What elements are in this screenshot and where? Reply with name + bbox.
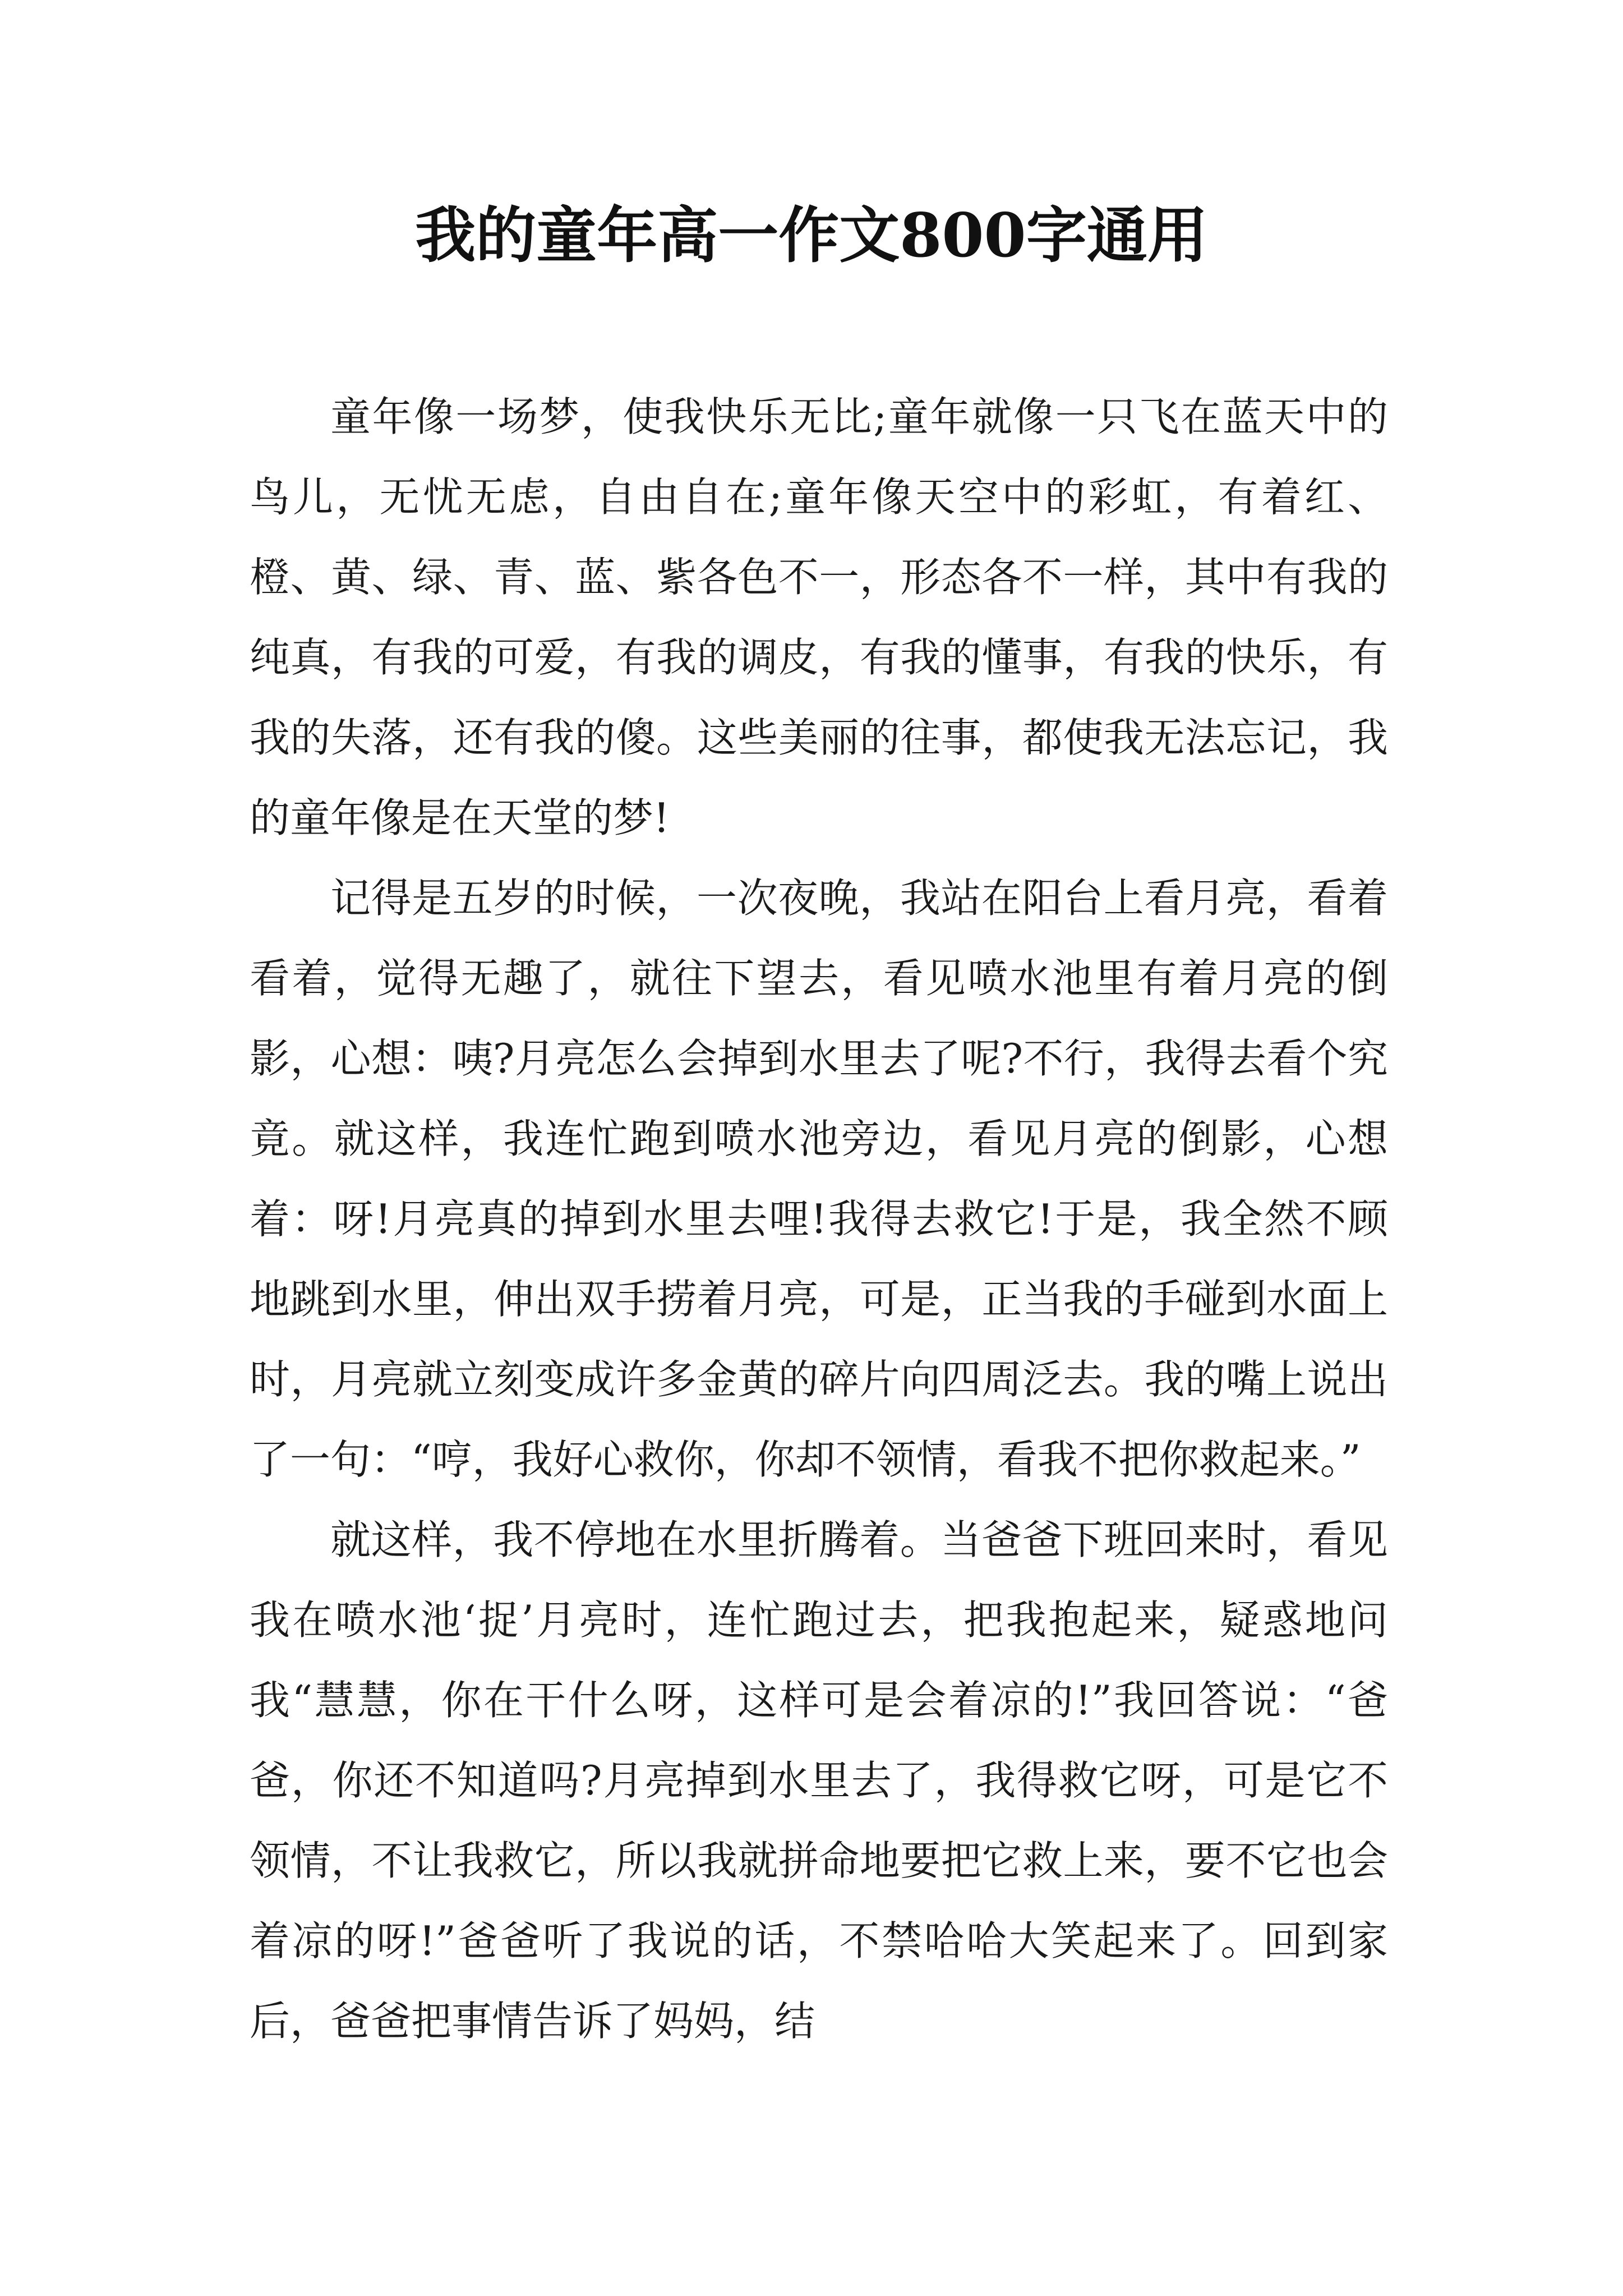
paragraph-1: 童年像一场梦，使我快乐无比;童年就像一只飞在蓝天中的鸟儿，无忧无虑，自由自在;童年像天空中的彩虹，有着红、橙、黄、绿、青、蓝、紫各色不一，形态各不一样，其中有我的纯真，有我的可爱，有我的调皮，有我的懂事，有我的快乐，有我的失落，还有我的傻。这些美丽的往事，都使我无法忘记，我的童年像是在天堂的梦!: [250, 393, 1388, 841]
paragraph-3: 就这样，我不停地在水里折腾着。当爸爸下班回来时，看见我在喷水池‘捉’月亮时，连忙跑过去，把我抱起来，疑惑地问我“慧慧，你在干什么呀，这样可是会着凉的!”我回答说：“爸爸，你还不知道吗?月亮掉到水里去了，我得救它呀，可是它不领情，不让我救它，所以我就拼命地要把它救上来，要不它也会着凉的呀!”爸爸听了我说的话，不禁哈哈大笑起来了。回到家后，爸爸把事情告诉了妈妈，结: [250, 1516, 1388, 2045]
document-body: [250, 377, 1388, 2062]
paragraph-2: 记得是五岁的时候，一次夜晚，我站在阳台上看月亮，看着看着，觉得无趣了，就往下望去，看见喷水池里有着月亮的倒影，心想：咦?月亮怎么会掉到水里去了呢?不行，我得去看个究竟。就这样，我连忙跑到喷水池旁边，看见月亮的倒影，心想着：呀!月亮真的掉到水里去哩!我得去救它!于是，我全然不顾地跳到水里，伸出双手捞着月亮，可是，正当我的手碰到水面上时，月亮就立刻变成许多金黄的碎片向四周泛去。我的嘴上说出了一句：“哼，我好心救你，你却不领情，看我不把你救起来。”: [250, 875, 1388, 1483]
document-title: 我的童年高一作文800字通用: [415, 200, 1208, 271]
